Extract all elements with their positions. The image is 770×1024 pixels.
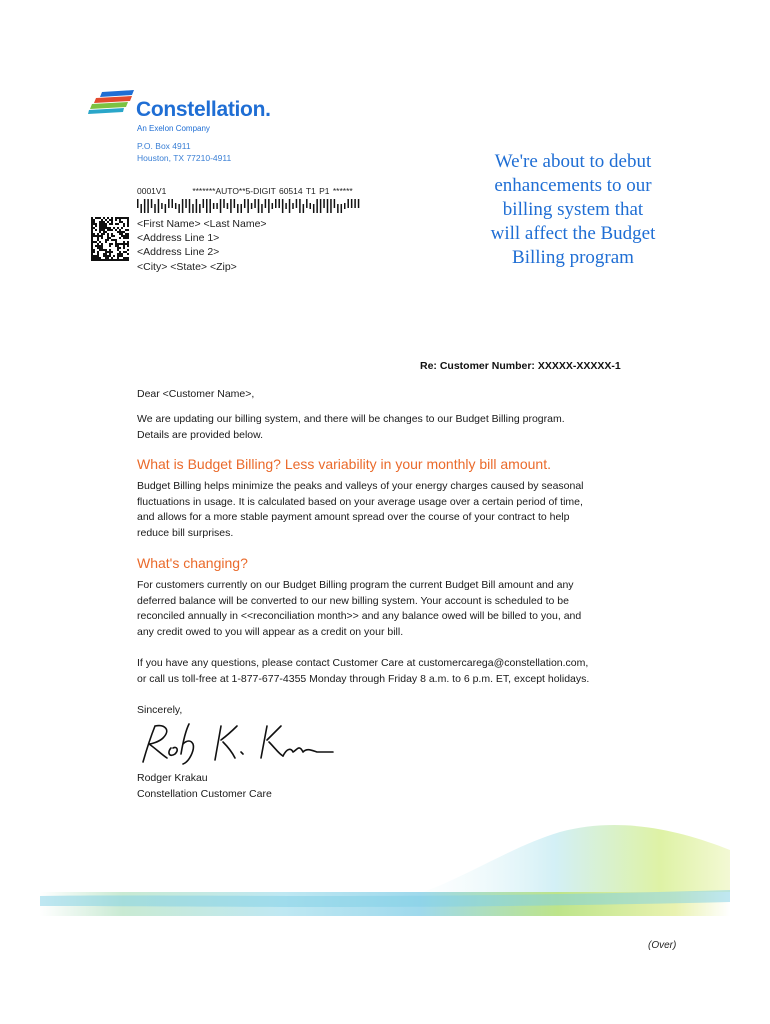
headline-line: enhancements to our xyxy=(494,175,652,196)
headline-line: We're about to debut xyxy=(494,151,652,172)
postal-barcode-icon xyxy=(137,199,363,213)
mail-code: 0001V1 xyxy=(137,186,167,196)
recipient-line: <Address Line 2> xyxy=(137,246,220,259)
sender-address-line: Houston, TX 77210-4911 xyxy=(137,153,232,163)
recipient-address xyxy=(137,217,267,274)
paragraph-line: or call us toll-free at 1-877-677-4355 Monday through Friday 8 a.m. to 6 p.m. ET, except holidays. xyxy=(137,672,590,685)
section-body-whats-changing xyxy=(137,578,637,640)
section-heading-whats-changing: What's changing? xyxy=(137,555,248,571)
headline-line: Billing program xyxy=(512,247,634,268)
paragraph-line: reconciled annually in <<reconciliation month>> and any balance owed will be billed to you, and xyxy=(137,610,582,622)
contact-paragraph xyxy=(137,656,637,687)
paragraph-line: any credit owed to you will appear as a credit on your bill. xyxy=(137,625,404,638)
headline-line: will affect the Budget xyxy=(490,223,656,244)
paragraph-line: reduce bill surprises. xyxy=(137,526,234,539)
paragraph-line: Details are provided below. xyxy=(137,428,264,441)
mail-routing: *******AUTO**5-DIGIT 60514 T1 P1 ****** xyxy=(192,186,353,196)
brand-subtitle: An Exelon Company xyxy=(137,124,210,133)
paragraph-line: If you have any questions, please contact Customer Care at customercarega@constellation.com, xyxy=(137,657,589,669)
paragraph-line: Budget Billing helps minimize the peaks and valleys of your energy charges caused by seasonal xyxy=(137,480,584,492)
section-body-budget-billing xyxy=(137,479,637,541)
closing: Sincerely, xyxy=(137,704,183,716)
sender-address-line: P.O. Box 4911 xyxy=(137,141,191,151)
handwritten-signature-icon xyxy=(137,718,337,768)
recipient-line: <Address Line 1> xyxy=(137,232,220,245)
signer-title: Constellation Customer Care xyxy=(137,788,272,800)
2d-barcode-icon xyxy=(91,217,129,261)
intro-paragraph xyxy=(137,412,637,443)
over-label: (Over) xyxy=(648,940,677,951)
recipient-line: <City> <State> <Zip> xyxy=(137,260,237,273)
recipient-line: <First Name> <Last Name> xyxy=(137,218,267,230)
mail-routing-line xyxy=(137,186,353,196)
paragraph-line: deferred balance will be converted to our new billing system. Your account is scheduled to be xyxy=(137,594,569,607)
sender-address xyxy=(137,140,231,164)
paragraph-line: For customers currently on our Budget Billing program the current Budget Bill amount and any xyxy=(137,579,574,591)
section-heading-budget-billing: What is Budget Billing? Less variability in your monthly bill amount. xyxy=(137,456,551,472)
paragraph-line: and allows for a more stable payment amount spread over the course of your contract to help xyxy=(137,511,570,523)
signer-name: Rodger Krakau xyxy=(137,772,208,784)
decorative-color-wave xyxy=(0,810,770,920)
paragraph-line: fluctuations in usage. It is calculated based on your average usage over a certain period of time, xyxy=(137,495,583,508)
customer-number-reference: Re: Customer Number: XXXXX-XXXXX-1 xyxy=(420,360,621,372)
headline-line: billing system that xyxy=(502,199,644,220)
salutation: Dear <Customer Name>, xyxy=(137,388,255,400)
paragraph-line: We are updating our billing system, and there will be changes to our Budget Billing program. xyxy=(137,413,565,425)
brand-name: Constellation. xyxy=(136,98,271,121)
constellation-logo-icon xyxy=(88,90,136,114)
headline xyxy=(480,150,666,270)
